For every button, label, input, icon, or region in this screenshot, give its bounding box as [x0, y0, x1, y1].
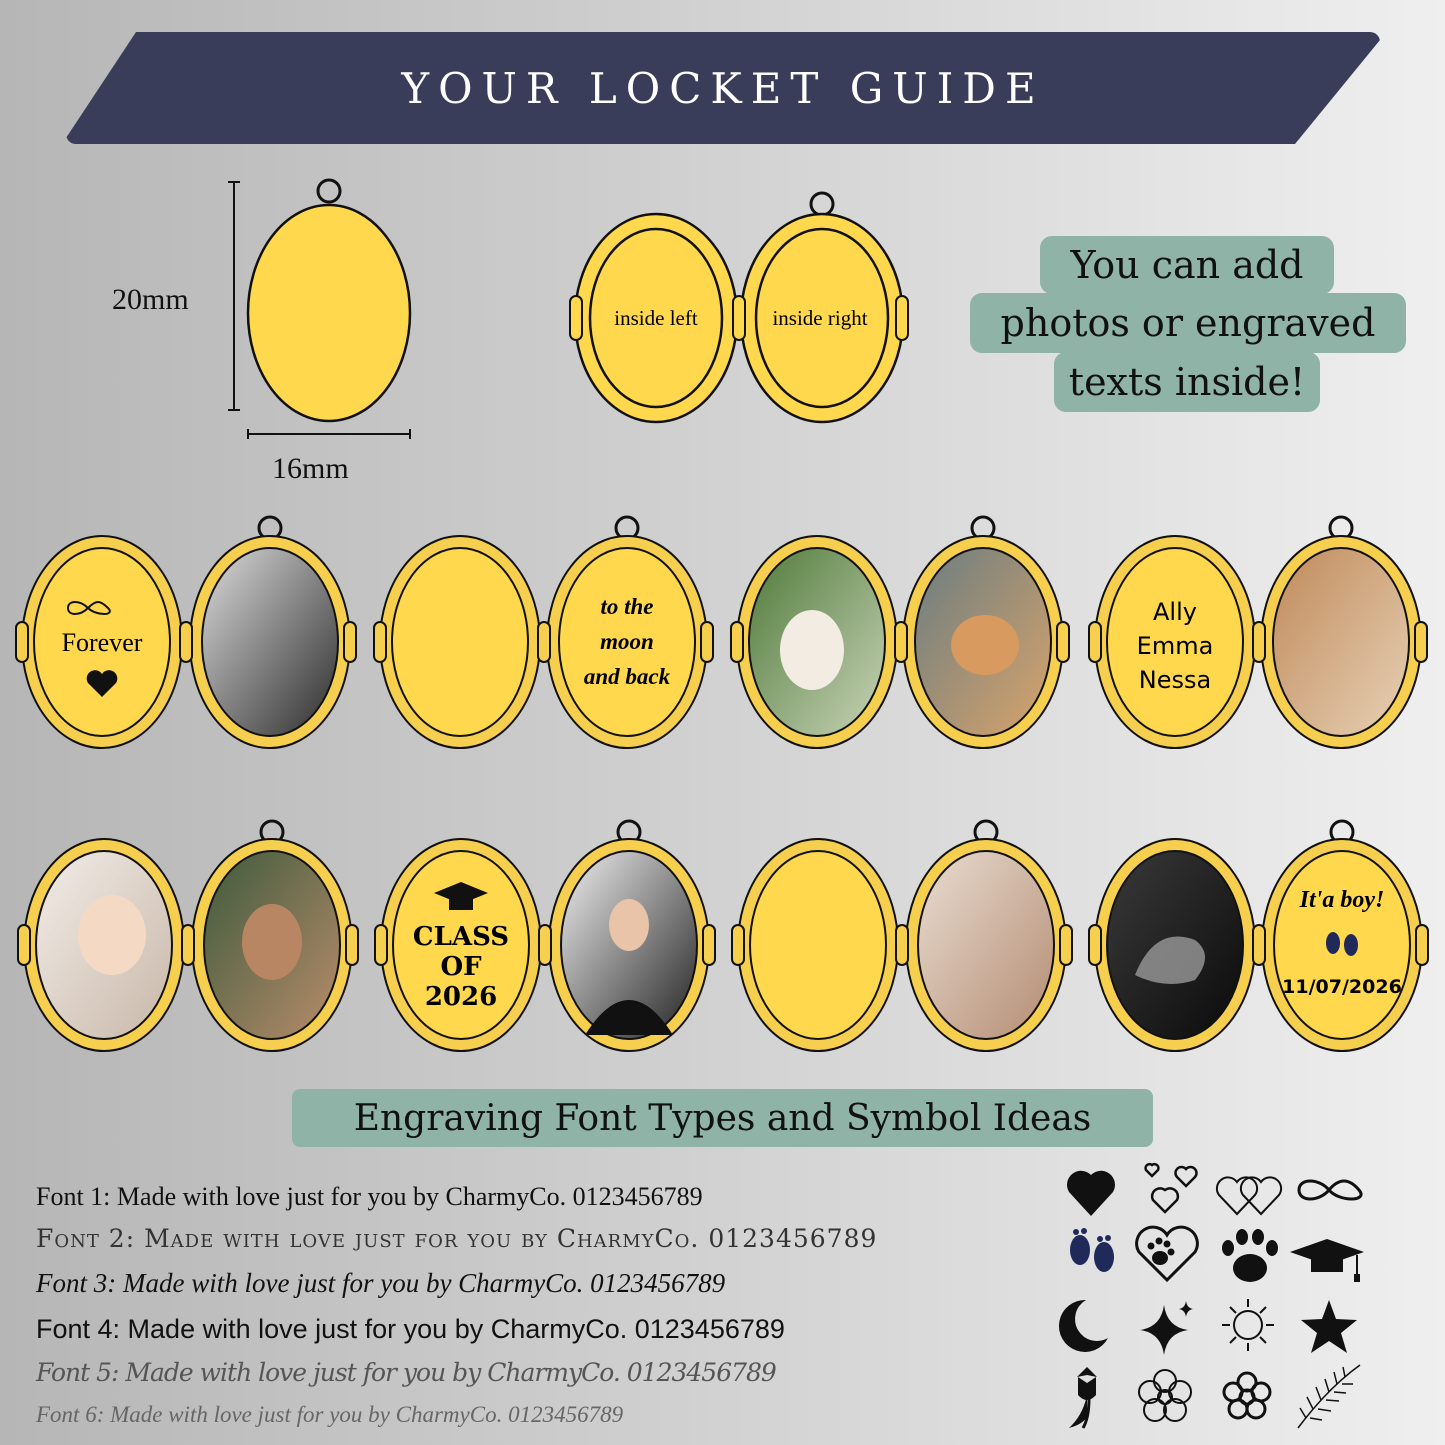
small-hearts-icon — [1146, 1164, 1197, 1212]
page-title: YOUR LOCKET GUIDE — [401, 63, 1045, 113]
callout-line-1: You can add — [1040, 236, 1334, 294]
font-sample-1: Font 1: Made with love just for you by CharmyCo. 0123456789 — [36, 1182, 703, 1211]
name-line-3: Nessa — [1138, 666, 1212, 694]
infinity-icon — [1299, 1181, 1361, 1199]
sun-icon — [1222, 1299, 1274, 1351]
heart-icon — [1067, 1171, 1115, 1216]
sparkle-icon — [1140, 1301, 1193, 1355]
name-line-1: Ally — [1153, 598, 1197, 626]
date-text: 11/07/2026 — [1282, 976, 1402, 998]
moon-icon — [1059, 1300, 1108, 1352]
callout-line-2: photos or engraved — [970, 293, 1406, 353]
class-line-3: 2026 — [424, 982, 498, 1012]
name-line-2: Emma — [1136, 632, 1214, 660]
locket-example-graduation — [375, 821, 715, 1051]
inside-left-label: inside left — [614, 306, 698, 330]
locket-example-family — [732, 821, 1072, 1051]
locket-example-kids — [18, 821, 358, 1051]
font-sample-4: Font 4: Made with love just for you by CharmyCo. 0123456789 — [36, 1314, 785, 1344]
callout-line-3: texts inside! — [1054, 352, 1320, 412]
class-line-1: CLASS — [412, 922, 510, 952]
tulip-icon — [1069, 1367, 1097, 1428]
boy-text: It'a boy! — [1299, 887, 1385, 913]
section-title: Engraving Font Types and Symbol Ideas — [292, 1089, 1153, 1147]
feather-icon — [1298, 1365, 1360, 1428]
moon-line-3: and back — [583, 664, 671, 689]
forever-text: Forever — [61, 628, 143, 657]
inside-locket-diagram — [570, 193, 908, 422]
locket-example-moon — [374, 517, 713, 748]
moon-line-2: moon — [600, 629, 654, 654]
locket-example-forever — [16, 517, 356, 748]
daisy-icon — [1224, 1373, 1270, 1418]
paw-icon — [1222, 1229, 1278, 1282]
locket-example-names — [1089, 517, 1427, 748]
font-sample-2: Font 2: Made with love just for you by CharmyCo. 0123456789 — [36, 1224, 878, 1253]
baby-feet-icon — [1070, 1228, 1114, 1272]
star-icon — [1301, 1300, 1357, 1353]
flower-outline-icon — [1139, 1370, 1191, 1421]
width-label: 16mm — [272, 452, 349, 485]
height-label: 20mm — [112, 283, 189, 316]
graduation-cap-icon — [1290, 1239, 1364, 1282]
font-sample-3: Font 3: Made with love just for you by CharmyCo. 0123456789 — [36, 1268, 726, 1298]
moon-line-1: to the — [600, 594, 654, 619]
font-sample-6: Font 6: Made with love just for you by CharmyCo. 0123456789 — [36, 1402, 624, 1427]
font-sample-5: Font 5: Made with love just for you by CharmyCo. 0123456789 — [36, 1358, 776, 1387]
paw-heart-icon — [1137, 1227, 1198, 1280]
locket-example-baby-announcement — [1089, 821, 1428, 1051]
linked-hearts-icon — [1217, 1177, 1281, 1214]
dimension-locket — [248, 180, 410, 421]
inside-right-label: inside right — [772, 306, 868, 330]
class-line-2: OF — [440, 952, 482, 982]
locket-example-pets — [731, 517, 1069, 748]
